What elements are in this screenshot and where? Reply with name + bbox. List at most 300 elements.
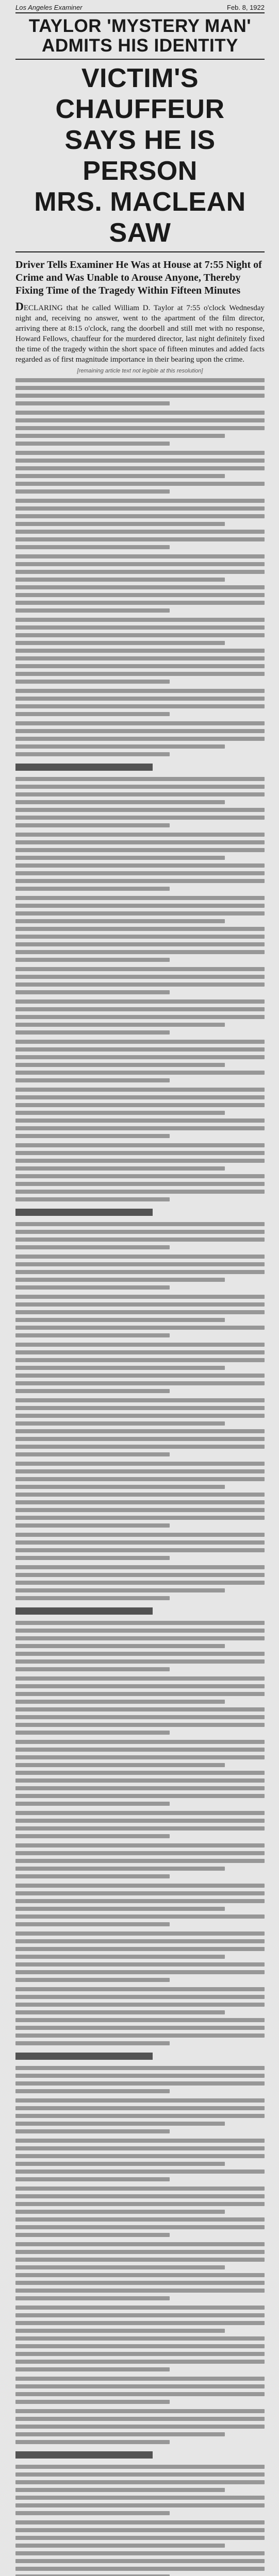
text-line-placeholder: [15, 1015, 265, 1019]
text-line-placeholder: [15, 2041, 170, 2045]
text-line-placeholder: [15, 641, 225, 645]
text-line-placeholder: [15, 2480, 265, 2484]
text-line-placeholder: [15, 1748, 265, 1752]
text-line-placeholder: [15, 2210, 225, 2214]
text-line-placeholder: [15, 2488, 225, 2492]
text-line-placeholder: [15, 2010, 225, 2014]
text-line-placeholder: [15, 927, 265, 931]
text-line-placeholder: [15, 386, 265, 390]
text-line-placeholder: [15, 1118, 265, 1123]
paragraph-placeholder: [15, 1462, 265, 1528]
text-line-placeholder: [15, 2154, 265, 2158]
text-line-placeholder: [15, 2440, 170, 2444]
masthead: [15, 3, 265, 13]
text-line-placeholder: [15, 2432, 225, 2436]
text-line-placeholder: [15, 1922, 170, 1926]
text-line-placeholder: [15, 2329, 225, 2333]
kicker-line: TAYLOR 'MYSTERY MAN': [28, 16, 252, 36]
paragraph-placeholder: [15, 554, 265, 613]
text-line-placeholder: [15, 2559, 265, 2563]
text-line-placeholder: [15, 1103, 265, 1107]
text-line-placeholder: [15, 2425, 265, 2429]
text-line-placeholder: [15, 2194, 265, 2198]
text-line-placeholder: [15, 2567, 265, 2571]
text-line-placeholder: [15, 1078, 170, 1082]
paragraph-placeholder: [15, 2187, 265, 2237]
text-line-placeholder: [15, 1374, 265, 1378]
text-line-placeholder: [15, 2233, 170, 2237]
newspaper-name: Los Angeles Examiner: [15, 4, 83, 11]
text-line-placeholder: [15, 1318, 225, 1322]
text-line-placeholder: [15, 2225, 265, 2229]
paragraph-placeholder: [15, 1143, 265, 1201]
text-line-placeholder: [15, 1255, 265, 1259]
text-line-placeholder: [15, 459, 265, 463]
text-line-placeholder: [15, 752, 170, 756]
text-line-placeholder: [15, 2321, 265, 2325]
text-line-placeholder: [15, 2417, 265, 2421]
text-line-placeholder: [15, 2472, 265, 2477]
text-line-placeholder: [15, 1190, 265, 1194]
text-line-placeholder: [15, 1366, 225, 1370]
illegible-note: [remaining article text not legible at this resolution]: [77, 368, 203, 374]
paragraph-placeholder: [15, 378, 265, 405]
text-line-placeholder: [15, 1786, 265, 1790]
text-line-placeholder: [15, 1556, 170, 1560]
paragraph-placeholder: [15, 2465, 265, 2515]
headline-line: SAYS HE IS PERSON: [64, 125, 216, 186]
text-line-placeholder: [15, 2465, 265, 2469]
text-line-placeholder: [15, 1310, 265, 1314]
text-line-placeholder: [15, 1437, 265, 1441]
text-line-placeholder: [15, 1843, 265, 1848]
text-line-placeholder: [15, 919, 225, 923]
text-line-placeholder: [15, 1596, 170, 1600]
paragraph-placeholder: [15, 1621, 265, 1671]
text-line-placeholder: [15, 2129, 170, 2133]
text-line-placeholder: [15, 2344, 265, 2348]
paragraph-placeholder: [15, 2098, 265, 2133]
text-line-placeholder: [15, 1230, 265, 1234]
text-line-placeholder: [15, 578, 225, 582]
text-line-placeholder: [15, 816, 265, 820]
paragraph-placeholder: [15, 2306, 265, 2371]
paragraph-placeholder: [15, 833, 265, 891]
text-line-placeholder: [15, 2392, 265, 2396]
text-line-placeholder: [15, 2122, 225, 2126]
text-line-placeholder: [15, 1030, 170, 1035]
text-line-placeholder: [15, 482, 265, 486]
text-line-placeholder: [15, 434, 225, 438]
text-line-placeholder: [15, 466, 265, 470]
text-line-placeholder: [15, 1197, 170, 1201]
paragraph-placeholder: [15, 1740, 265, 1806]
text-line-placeholder: [15, 1811, 265, 1815]
text-line-placeholder: [15, 2496, 265, 2500]
text-line-placeholder: [15, 1874, 170, 1878]
paragraph-placeholder: [15, 777, 265, 827]
text-line-placeholder: [15, 1588, 225, 1592]
text-line-placeholder: [15, 2520, 265, 2524]
text-line-placeholder: [15, 2177, 170, 2181]
text-line-placeholder: [15, 394, 265, 398]
text-line-placeholder: [15, 1302, 265, 1307]
paragraph-placeholder: [15, 1931, 265, 1982]
text-line-placeholder: [15, 489, 170, 494]
text-line-placeholder: [15, 2352, 265, 2356]
text-line-placeholder: [15, 1414, 265, 1418]
text-line-placeholder: [15, 2106, 265, 2110]
text-line-placeholder: [15, 1462, 265, 1466]
text-line-placeholder: [15, 871, 265, 875]
text-line-placeholder: [15, 1469, 265, 1473]
divider: [15, 59, 265, 60]
text-line-placeholder: [15, 712, 170, 716]
text-line-placeholder: [15, 887, 170, 891]
text-line-placeholder: [15, 1755, 265, 1759]
text-line-placeholder: [15, 1533, 265, 1537]
text-line-placeholder: [15, 1381, 265, 1385]
text-line-placeholder: [15, 2081, 265, 2086]
text-line-placeholder: [15, 1621, 265, 1625]
text-line-placeholder: [15, 1914, 265, 1919]
text-line-placeholder: [15, 1285, 170, 1290]
paragraph-placeholder: [15, 896, 265, 962]
text-line-placeholder: [15, 982, 265, 987]
text-line-placeholder: [15, 2265, 225, 2269]
text-line-placeholder: [15, 1891, 265, 1895]
text-line-placeholder: [15, 1794, 265, 1798]
text-line-placeholder: [15, 585, 265, 589]
text-line-placeholder: [15, 2202, 265, 2206]
text-line-placeholder: [15, 426, 265, 430]
text-line-placeholder: [15, 1245, 170, 1249]
text-line-placeholder: [15, 2139, 265, 2143]
text-line-placeholder: [15, 2250, 265, 2254]
text-line-placeholder: [15, 1939, 265, 1943]
text-line-placeholder: [15, 2511, 170, 2515]
divider: [15, 251, 265, 252]
text-line-placeholder: [15, 777, 265, 781]
text-line-placeholder: [15, 1700, 225, 1704]
text-line-placeholder: [15, 1295, 265, 1299]
lede-text: ECLARING that he called William D. Taylor at 7:55 o'clock Wednesday night and, receiving no answer, went to the apartment of the film director, arriving there at 8:15 o'clock, rang the doorbell and still met with no response, Howard Fellows, chauffeur for the murdered director, last night definitely fixed the time of the tragedy within the short space of fifteen minutes and added facts regarded as of first magnitude importance in their bearing upon the crime.: [15, 304, 265, 364]
text-line-placeholder: [15, 942, 265, 946]
paragraph-placeholder: [15, 1398, 265, 1456]
text-line-placeholder: [15, 999, 265, 1004]
text-line-placeholder: [15, 904, 265, 908]
text-line-placeholder: [15, 856, 225, 860]
text-line-placeholder: [15, 2003, 265, 2007]
paragraph-placeholder: [15, 451, 265, 494]
text-line-placeholder: [15, 1126, 265, 1130]
text-line-placeholder: [15, 1987, 265, 1991]
text-line-placeholder: [15, 1867, 225, 1871]
text-line-placeholder: [15, 680, 170, 684]
text-line-placeholder: [15, 967, 265, 971]
text-line-placeholder: [15, 656, 265, 660]
text-line-placeholder: [15, 729, 265, 733]
text-line-placeholder: [15, 697, 265, 701]
paragraph-placeholder: [15, 1533, 265, 1560]
text-line-placeholder: [15, 1350, 265, 1354]
text-line-placeholder: [15, 522, 225, 526]
main-headline: [15, 63, 265, 248]
text-line-placeholder: [15, 721, 265, 725]
text-line-placeholder: [15, 800, 225, 804]
paragraph-placeholder: [15, 1343, 265, 1393]
text-line-placeholder: [15, 1548, 265, 1552]
text-line-placeholder: [15, 1452, 170, 1456]
text-line-placeholder: [15, 2528, 265, 2532]
text-line-placeholder: [15, 1143, 265, 1147]
text-line-placeholder: [15, 848, 265, 852]
text-line-placeholder: [15, 442, 170, 446]
text-line-placeholder: [15, 1715, 265, 1719]
text-line-placeholder: [15, 1508, 265, 1512]
text-line-placeholder: [15, 737, 265, 741]
text-line-placeholder: [15, 1523, 170, 1528]
text-line-placeholder: [15, 2258, 265, 2262]
paragraph-placeholder: [15, 499, 265, 549]
text-line-placeholder: [15, 1429, 265, 1433]
section-subhead-placeholder: [15, 1209, 153, 1216]
text-line-placeholder: [15, 1134, 170, 1138]
text-line-placeholder: [15, 1692, 265, 1696]
text-line-placeholder: [15, 958, 170, 962]
text-line-placeholder: [15, 2098, 265, 2103]
text-line-placeholder: [15, 1262, 265, 1266]
paragraph-placeholder: [15, 721, 265, 756]
text-line-placeholder: [15, 1421, 225, 1426]
text-line-placeholder: [15, 1771, 265, 1775]
text-line-placeholder: [15, 649, 265, 653]
text-line-placeholder: [15, 840, 265, 844]
text-line-placeholder: [15, 911, 265, 916]
text-line-placeholder: [15, 1358, 265, 1362]
text-line-placeholder: [15, 1398, 265, 1402]
text-line-placeholder: [15, 2551, 265, 2555]
text-line-placeholder: [15, 1907, 225, 1911]
text-line-placeholder: [15, 1151, 265, 1155]
text-line-placeholder: [15, 1333, 170, 1337]
text-line-placeholder: [15, 896, 265, 900]
text-line-placeholder: [15, 2400, 170, 2404]
paragraph-placeholder: [15, 2409, 265, 2444]
text-line-placeholder: [15, 1931, 265, 1936]
paragraph-placeholder: [15, 1255, 265, 1290]
text-line-placeholder: [15, 608, 170, 613]
text-line-placeholder: [15, 1763, 225, 1767]
section-subhead-placeholder: [15, 764, 153, 771]
headline-line: VICTIM'S CHAUFFEUR: [55, 63, 225, 124]
drop-cap: D: [15, 300, 24, 313]
text-line-placeholder: [15, 879, 265, 883]
text-line-placeholder: [15, 2360, 265, 2364]
paragraph-placeholder: [15, 1843, 265, 1878]
text-line-placeholder: [15, 1740, 265, 1744]
text-line-placeholder: [15, 1095, 265, 1099]
paragraph-placeholder: [15, 411, 265, 446]
text-line-placeholder: [15, 863, 265, 868]
publication-date: Feb. 8, 1922: [227, 4, 265, 11]
text-line-placeholder: [15, 704, 265, 708]
text-line-placeholder: [15, 2377, 265, 2381]
paragraph-placeholder: [15, 1811, 265, 1838]
text-line-placeholder: [15, 1477, 265, 1481]
text-line-placeholder: [15, 1955, 225, 1959]
text-line-placeholder: [15, 1995, 265, 1999]
text-line-placeholder: [15, 474, 225, 478]
paragraph-placeholder: [15, 1565, 265, 1600]
text-line-placeholder: [15, 975, 265, 979]
text-line-placeholder: [15, 823, 170, 827]
text-line-placeholder: [15, 2289, 265, 2293]
text-line-placeholder: [15, 1731, 170, 1735]
text-line-placeholder: [15, 2026, 265, 2030]
text-line-placeholder: [15, 1040, 265, 1044]
text-line-placeholder: [15, 401, 170, 405]
text-line-placeholder: [15, 1667, 170, 1671]
text-line-placeholder: [15, 808, 265, 812]
text-line-placeholder: [15, 1278, 225, 1282]
text-line-placeholder: [15, 1581, 265, 1585]
text-line-placeholder: [15, 1166, 225, 1171]
text-line-placeholder: [15, 554, 265, 558]
text-line-placeholder: [15, 2273, 265, 2277]
text-line-placeholder: [15, 1159, 265, 1163]
paragraph-placeholder: [15, 1884, 265, 1926]
text-line-placeholder: [15, 2114, 265, 2118]
text-line-placeholder: [15, 672, 265, 676]
paragraph-placeholder: [15, 1088, 265, 1138]
text-line-placeholder: [15, 1819, 265, 1823]
text-line-placeholder: [15, 514, 265, 518]
text-line-placeholder: [15, 2242, 265, 2246]
text-line-placeholder: [15, 990, 170, 994]
text-line-placeholder: [15, 2384, 265, 2388]
text-line-placeholder: [15, 1723, 265, 1727]
text-line-placeholder: [15, 545, 170, 549]
text-line-placeholder: [15, 1565, 265, 1569]
text-line-placeholder: [15, 1802, 170, 1806]
text-line-placeholder: [15, 562, 265, 566]
text-line-placeholder: [15, 1540, 265, 1545]
text-line-placeholder: [15, 2544, 225, 2548]
text-line-placeholder: [15, 1707, 265, 1711]
paragraph-placeholder: [15, 2139, 265, 2181]
text-line-placeholder: [15, 1270, 265, 1274]
lede-paragraph: [15, 301, 265, 365]
section-subhead-placeholder: [15, 1607, 153, 1615]
text-line-placeholder: [15, 1826, 265, 1831]
text-line-placeholder: [15, 833, 265, 837]
text-line-placeholder: [15, 1111, 225, 1115]
text-line-placeholder: [15, 2281, 265, 2285]
text-line-placeholder: [15, 618, 265, 622]
text-line-placeholder: [15, 1023, 225, 1027]
text-line-placeholder: [15, 451, 265, 455]
text-line-placeholder: [15, 1516, 265, 1520]
paragraph-placeholder: [15, 2066, 265, 2093]
text-line-placeholder: [15, 1834, 170, 1838]
text-line-placeholder: [15, 1063, 225, 1067]
text-line-placeholder: [15, 1174, 265, 1178]
text-line-placeholder: [15, 2313, 265, 2317]
text-line-placeholder: [15, 2170, 265, 2174]
text-line-placeholder: [15, 2503, 265, 2507]
text-line-placeholder: [15, 530, 265, 534]
text-line-placeholder: [15, 1343, 265, 1347]
text-line-placeholder: [15, 2066, 265, 2070]
text-line-placeholder: [15, 2296, 170, 2300]
text-line-placeholder: [15, 935, 265, 939]
text-line-placeholder: [15, 689, 265, 693]
text-line-placeholder: [15, 411, 265, 415]
text-line-placeholder: [15, 785, 265, 789]
text-line-placeholder: [15, 1947, 265, 1951]
text-line-placeholder: [15, 1326, 265, 1330]
paragraph-placeholder: [15, 689, 265, 716]
text-line-placeholder: [15, 2409, 265, 2413]
text-line-placeholder: [15, 2336, 265, 2341]
text-line-placeholder: [15, 792, 265, 796]
text-line-placeholder: [15, 1485, 225, 1489]
paragraph-placeholder: [15, 1222, 265, 1249]
section-subhead-placeholder: [15, 2053, 153, 2060]
text-line-placeholder: [15, 1676, 265, 1681]
text-line-placeholder: [15, 2536, 265, 2540]
text-line-placeholder: [15, 1573, 265, 1577]
text-line-placeholder: [15, 2146, 265, 2150]
text-line-placeholder: [15, 2187, 265, 2191]
text-line-placeholder: [15, 1088, 265, 1092]
deck-subheadline: Driver Tells Examiner He Was at House at 7:55 Night of Crime and Was Unable to Arouse Anyone, Thereby Fixing Time of the Tragedy Within Fifteen Minutes: [15, 259, 262, 296]
text-line-placeholder: [15, 1644, 225, 1648]
headline-line: MRS. MACLEAN SAW: [34, 187, 246, 248]
text-line-placeholder: [15, 1055, 265, 1059]
text-line-placeholder: [15, 499, 265, 503]
text-line-placeholder: [15, 1778, 265, 1783]
text-line-placeholder: [15, 378, 265, 382]
paragraph-placeholder: [15, 967, 265, 994]
text-line-placeholder: [15, 1684, 265, 1688]
text-line-placeholder: [15, 2089, 170, 2093]
text-line-placeholder: [15, 601, 265, 605]
text-line-placeholder: [15, 1238, 265, 1242]
paragraph-placeholder: [15, 1040, 265, 1082]
text-line-placeholder: [15, 1636, 265, 1640]
text-line-placeholder: [15, 593, 265, 597]
text-line-placeholder: [15, 1978, 170, 1982]
text-line-placeholder: [15, 2217, 265, 2222]
paragraph-placeholder: [15, 2377, 265, 2404]
text-line-placeholder: [15, 2162, 225, 2166]
text-line-placeholder: [15, 1629, 265, 1633]
text-line-placeholder: [15, 1884, 265, 1888]
text-line-placeholder: [15, 1047, 265, 1052]
text-line-placeholder: [15, 2018, 265, 2022]
text-line-placeholder: [15, 1851, 265, 1855]
paragraph-placeholder: [15, 1987, 265, 2045]
text-line-placeholder: [15, 1445, 265, 1449]
text-line-placeholder: [15, 1007, 265, 1011]
text-line-placeholder: [15, 1222, 265, 1226]
text-line-placeholder: [15, 1406, 265, 1410]
text-line-placeholder: [15, 1493, 265, 1497]
article-body: [15, 378, 265, 2576]
paragraph-placeholder: [15, 2520, 265, 2576]
